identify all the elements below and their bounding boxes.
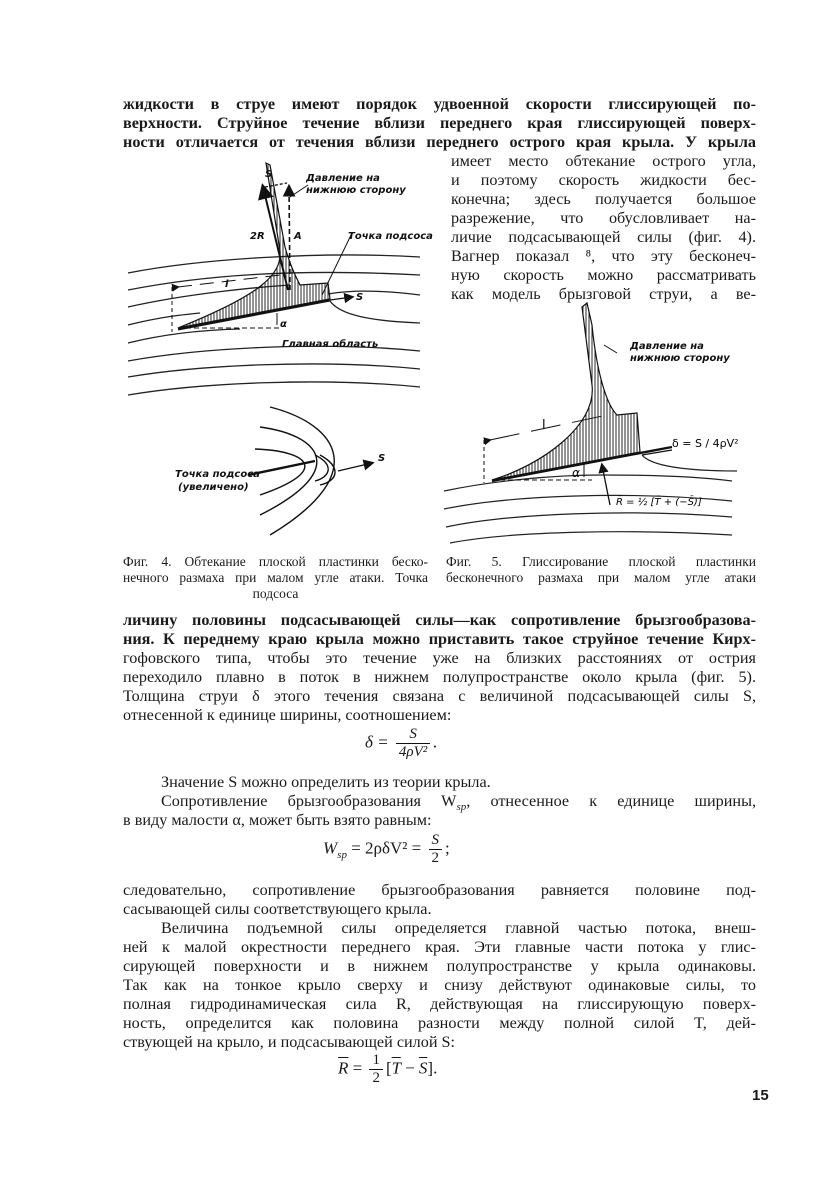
denominator: 4ρV² xyxy=(398,744,428,760)
text-line: имеет место обтекание острого угла, xyxy=(451,152,756,170)
text-line: ную скорость можно рассматривать xyxy=(451,266,756,284)
label-2R: 2R xyxy=(250,231,265,242)
text-line: Так как на тонкое крыло сверху и снизу действуют одинаковые силы, то xyxy=(123,976,756,994)
streamline xyxy=(444,475,732,491)
streamline xyxy=(330,301,420,323)
force-R-arrow xyxy=(602,465,610,505)
text-line: Значение S можно определить из теории крыла. xyxy=(161,773,491,791)
bracket: ]. xyxy=(427,1058,438,1078)
label-A: A xyxy=(294,231,302,242)
label-alpha: α xyxy=(280,319,287,330)
text-line: ность, определится как половина разности между полной силой T, дей- xyxy=(123,1014,756,1032)
text-line: Величина подъемной силы определяется главной частью потока, внеш- xyxy=(161,919,756,937)
text-line: ния. К переднему краю крыла можно приставить такое струйное течение Кирх- xyxy=(123,630,756,648)
label-R-formula: R̄ = ½ [T̄ + (−S̄)] xyxy=(616,497,702,508)
fraction xyxy=(429,832,443,867)
text-line: в виду малости α, может быть взято равным: xyxy=(123,811,432,829)
suction-point-leader xyxy=(322,233,352,295)
figure-4-diagram xyxy=(120,155,435,550)
streamline xyxy=(446,513,732,527)
text-line: личину половины подсасывающей силы—как сопротивление брызгообразова- xyxy=(123,611,756,629)
text-line: Толщина струи δ этого течения связана с величиной подсасывающей силы S, xyxy=(123,687,756,705)
streamline xyxy=(328,291,420,295)
label-main-region: Главная область xyxy=(282,339,379,350)
label-pressure-2: нижнюю сторону xyxy=(306,185,406,196)
text-line: ней к малой окрестности переднего края. Эти главные части потока у глис- xyxy=(123,938,756,956)
label-pressure-1: Давление на xyxy=(306,173,380,184)
streamline xyxy=(450,532,732,543)
label-S-suction: S xyxy=(356,292,364,303)
streamline xyxy=(128,382,420,395)
caption-line: Фиг. 5. Глиссирование плоской пластинки xyxy=(446,554,756,569)
text-line: верхности. Струйное течение вблизи переднего края глиссирующей поверх- xyxy=(123,114,756,132)
text-line: жидкости в струе имеют порядок удвоенной скорости глиссирующей по- xyxy=(123,95,756,113)
numerator: S xyxy=(429,832,443,850)
caption-line: нечного размаха при малом угле атаки. Точка xyxy=(123,570,428,585)
formula-symbol: $\overline{R}$ xyxy=(338,1058,349,1078)
streamline xyxy=(128,329,240,343)
text-line: как модель брызговой струи, а ве- xyxy=(451,285,756,303)
label-pressure-1: Давление на xyxy=(630,341,704,352)
suction-force-arrow xyxy=(330,297,352,300)
caption-line: бесконечного размаха при малом угле атаки xyxy=(446,570,756,585)
text-line: Вагнер показал ⁸, что эту бесконеч- xyxy=(451,247,756,265)
text-line: сасывающей силы соответствующего крыла. xyxy=(123,900,432,918)
figure-5-caption xyxy=(446,554,756,586)
text-line: гофовского типа, чтобы это течение уже на близких расстояниях от острия xyxy=(123,649,756,667)
formula-delta: δ = $\frac{S}{\text{4ρV²}}$ . xyxy=(365,726,438,760)
zoomed-suction-point xyxy=(248,407,372,535)
text-part: , отнесенное к единице ширины, xyxy=(466,792,756,810)
formula-end: . xyxy=(433,732,438,752)
denominator: 2 xyxy=(372,1070,380,1086)
figure-4-caption xyxy=(123,554,428,602)
bracket: [ xyxy=(385,1058,392,1078)
text-line: разрежение, что обусловливает на- xyxy=(451,209,756,227)
text-line: конечна; здесь получается большое xyxy=(451,190,756,208)
formula-symbol: W xyxy=(323,838,338,858)
formula-symbol: δ xyxy=(365,732,373,752)
label-alpha: α xyxy=(572,466,580,480)
numerator: 1 xyxy=(369,1052,383,1070)
fraction xyxy=(396,726,430,761)
formula-W xyxy=(323,832,450,867)
text-line: ности отличается от течения вблизи переднего острого края крыла. У крыла xyxy=(123,133,756,151)
equals: = xyxy=(352,1058,363,1078)
caption-line: Фиг. 4. Обтекание плоской пластинки беско- xyxy=(123,554,428,569)
label-suction-point: Точка подсоса xyxy=(348,231,433,242)
formula-R xyxy=(338,1052,437,1087)
symbol-S: $\overline{S}$ xyxy=(418,1058,428,1078)
subscript: sp xyxy=(456,801,467,814)
label-l: l xyxy=(542,418,546,433)
pressure-leader xyxy=(604,345,617,353)
fraction xyxy=(369,1052,383,1087)
numerator: S xyxy=(396,726,430,744)
streamline xyxy=(642,455,737,471)
minus: − xyxy=(405,1058,415,1078)
label-S: S xyxy=(265,169,273,180)
label-pressure-2: нижнюю сторону xyxy=(630,353,730,364)
label-suction-point-zoomed-1: Точка подсоса xyxy=(175,469,260,480)
text-part: Сопротивление брызгообразования W xyxy=(161,792,457,810)
text-line: и поэтому скорость жидкости бес- xyxy=(451,171,756,189)
text-line: переходило плавно в поток в нижнем полупространстве около крыла (фиг. 5). xyxy=(123,668,756,686)
formula-end: ; xyxy=(445,838,450,858)
label-l: l xyxy=(225,279,229,290)
streamline xyxy=(128,255,420,273)
text-line: следовательно, сопротивление брызгообразования равняется половине под- xyxy=(123,881,756,899)
streamline xyxy=(128,364,420,377)
symbol-T: $\overline{T}$ xyxy=(391,1058,401,1078)
text-line: сирующей поверхности и в нижнем полупространстве у крыла одинаковы. xyxy=(123,957,756,975)
force-S-component xyxy=(265,183,287,187)
label-s-small: S xyxy=(378,453,386,464)
caption-line: подсоса xyxy=(252,586,299,601)
text-line: личие подсасывающей силы (фиг. 4). xyxy=(451,228,756,246)
subscript: sp xyxy=(337,848,347,861)
text-line: отнесенной к единице ширины, соотношением: xyxy=(123,706,452,724)
formula-middle: = 2ρδV² = xyxy=(351,838,422,858)
text-line: ствующей на крыло, и подсасывающей силой S: xyxy=(123,1033,456,1051)
figure-5-diagram xyxy=(432,295,772,550)
label-delta-formula: δ = S / 4ρV² xyxy=(672,437,739,450)
label-suction-point-zoomed-2: (увеличено) xyxy=(178,482,249,493)
denominator: 2 xyxy=(431,850,439,866)
page-number: 15 xyxy=(752,1087,769,1104)
text-line: полная гидродинамическая сила R, действующая на глиссирующую поверх- xyxy=(123,995,756,1013)
